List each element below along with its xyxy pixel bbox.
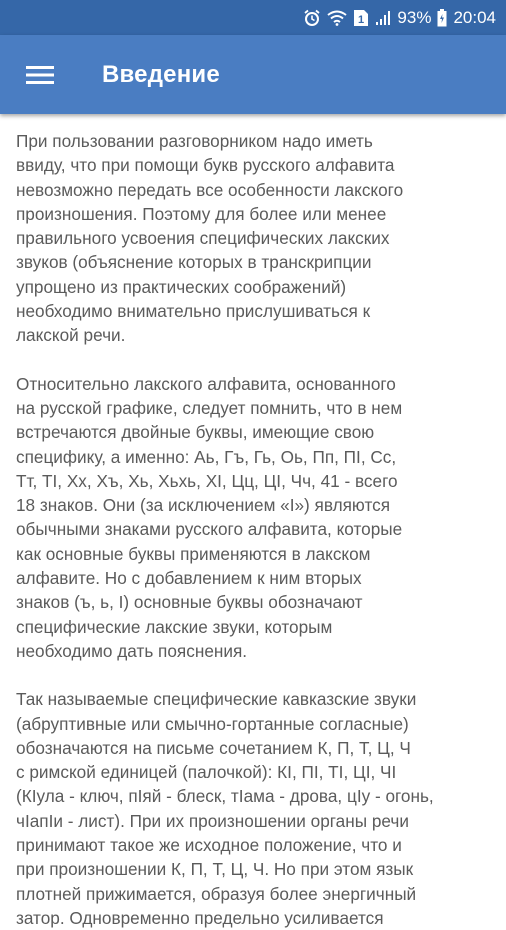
signal-icon (375, 8, 391, 28)
article-content[interactable] (0, 114, 506, 928)
status-bar (0, 0, 506, 35)
battery-icon (437, 8, 447, 28)
paragraph-intro: При пользовании разговорником надо иметь ввиду, что при помощи букв русского алфавита невозможно передать все особенности лакского произношения. Поэтому для более или менее правильного усвоения специфических лакских звуков (объяснение которых в транскрипции упрощено из практических соображений) необходимо внимательно прислушиваться к лакской речи. (16, 131, 404, 346)
menu-button[interactable] (20, 55, 60, 95)
clock: 20:04 (453, 7, 496, 27)
hamburger-menu-icon (26, 65, 54, 85)
battery-percent: 93% (397, 7, 432, 27)
sim-label: 1 (358, 13, 365, 26)
page-title: Введение (102, 60, 220, 88)
wifi-icon (327, 8, 347, 28)
paragraph-alphabet: Относительно лакского алфавита, основанного на русской графике, следует помнить, что в нем встречаются двойные буквы, имеющие свою специфику, а именно: Аь, Гъ, Гь, Оь, Пп, ПI, Сс, Тт, ТI, Хх, Хъ, Хь, Хьхь, XI, Цц, ЦI, Чч, 41 - всего 18 знаков. Они (за исключением «I») являются обычными знаками русского алфавита, которые как основные буквы применяются в лакском алфавите. Но с добавлением к ним вторых знаков (ъ, ь, I) основные буквы обозначают специфические лакские звуки, которым необходимо дать пояснения. (16, 373, 403, 661)
app-bar (0, 35, 506, 114)
paragraph-caucasian-sounds: Так называемые специфические кавказские звуки (абруптивные или смычно-гортанные согласные) обозначаются на письме сочетанием К, П, Т, Ц, Ч с римской единицей (палочкой): КI, ПI, ТI, ЦI, ЧI (КIула - ключ, пIяй - блеск, тIама - дрова, цIу - огонь, чIапIи - лист). При их произношении органы речи принимают такое же исходное положение, что и при произношении К, П, Т, Ц, Ч. Но при этом язык плотней прижимается, образуя более энергичный затор. Одновременно предельно усиливается (16, 689, 434, 928)
sim-icon (353, 8, 369, 28)
alarm-icon (303, 8, 321, 28)
